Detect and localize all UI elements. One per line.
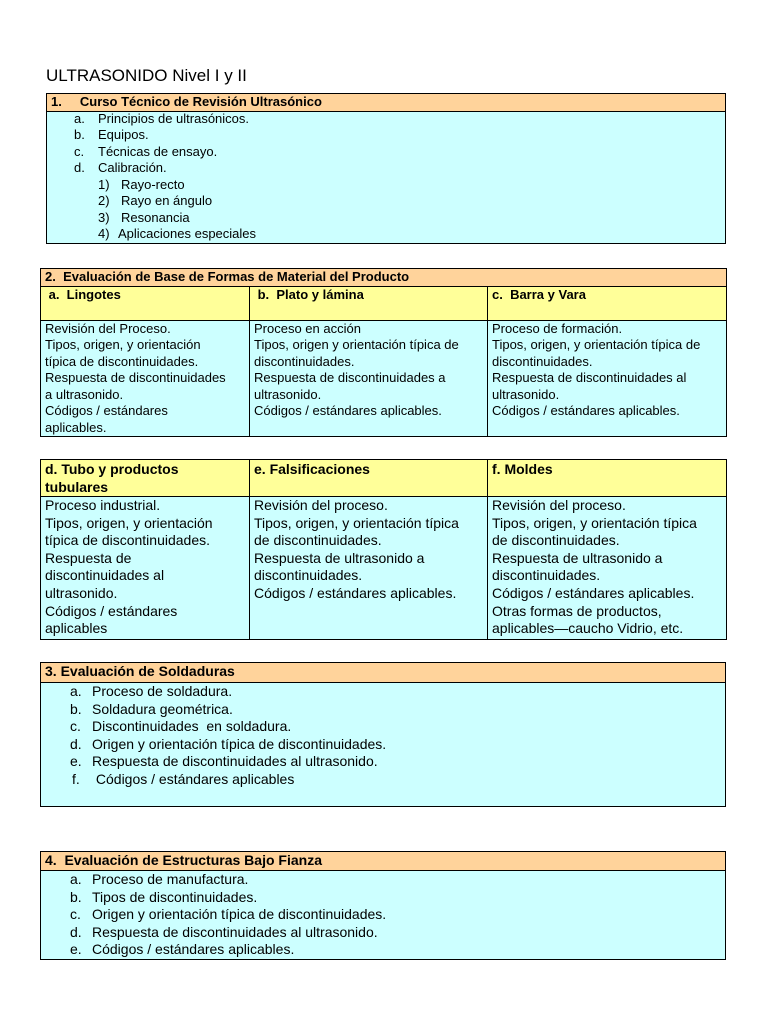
column-body-barra: Proceso de formación. Tipos, origen, y orientación típica de discontinuidades. Respuesta de discontinuidades al ultrasonido. Códigos / estándares aplicables. [488, 320, 727, 437]
section-1-table [46, 93, 726, 244]
column-body-moldes: Revisión del proceso. Tipos, origen, y orientación típica de discontinuidades. Respuesta de ultrasonido a discontinuidades. Códigos / estándares aplicables. Otras formas de productos, aplicables—caucho Vidrio, etc. [488, 497, 727, 640]
sub-list-item: 1) Rayo-recto [98, 176, 185, 192]
section-3-list [41, 683, 725, 789]
list-item: b. Tipos de discontinuidades. [70, 888, 258, 905]
list-item: d. Origen y orientación típica de discontinuidades. [70, 735, 387, 752]
column-header-moldes: f. Moldes [488, 460, 727, 497]
column-header-falsificaciones: e. Falsificaciones [250, 460, 488, 497]
list-item: c. Técnicas de ensayo. [74, 143, 218, 159]
list-item: f. Códigos / estándares aplicables [72, 770, 295, 787]
section-4-table [40, 851, 726, 960]
column-body-falsificaciones: Revisión del proceso. Tipos, origen, y orientación típica de discontinuidades. Respuesta de ultrasonido a discontinuidades. Códigos / estándares aplicables. [250, 497, 488, 640]
list-item: c. Discontinuidades en soldadura. [70, 718, 292, 735]
document-title: ULTRASONIDO Nivel I y II [46, 66, 247, 85]
list-item: a. Proceso de manufactura. [70, 871, 249, 887]
column-header-tubo: d. Tubo y productos tubulares [41, 460, 250, 497]
list-item: b. Equipos. [74, 127, 149, 142]
list-item: b. Soldadura geométrica. [70, 700, 233, 717]
column-header-lingotes: a. Lingotes [41, 286, 250, 320]
section-1-header: 1. Curso Técnico de Revisión Ultrasónico [47, 94, 726, 112]
sub-list-item: 2) Rayo en ángulo [98, 193, 213, 208]
sub-list-item: 3) Resonancia [98, 209, 190, 225]
section-2-header: 2. Evaluación de Base de Formas de Material del Producto [41, 269, 727, 287]
section-1-body [47, 111, 726, 243]
list-item: a. Proceso de soldadura. [70, 683, 233, 699]
column-body-plato: Proceso en acción Tipos, origen y orientación típica de discontinuidades. Respuesta de discontinuidades a ultrasonido. Códigos / estándares aplicables. [250, 320, 488, 437]
column-header-barra: c. Barra y Vara [488, 286, 727, 320]
section-2b-table [40, 459, 727, 640]
list-item: d. Respuesta de discontinuidades al ultrasonido. [70, 923, 378, 940]
section-4-list [41, 871, 725, 959]
list-item: e. Códigos / estándares aplicables. [70, 941, 295, 958]
list-item: a. Principios de ultrasónicos. [74, 110, 250, 126]
section-1-list [47, 111, 725, 243]
section-3-body [41, 683, 726, 807]
section-3-table [40, 662, 726, 807]
sub-list-item: 4) Aplicaciones especiales [98, 226, 257, 241]
section-4-body [41, 871, 726, 960]
section-2-table [40, 268, 727, 437]
column-header-plato: b. Plato y lámina [250, 286, 488, 320]
section-4-header: 4. Evaluación de Estructuras Bajo Fianza [41, 852, 726, 871]
section-3-header: 3. Evaluación de Soldaduras [41, 663, 726, 683]
list-item: e. Respuesta de discontinuidades al ultrasonido. [70, 753, 378, 770]
column-body-lingotes: Revisión del Proceso. Tipos, origen, y orientación típica de discontinuidades. Respuesta de discontinuidades a ultrasonido. Códigos / estándares aplicables. [41, 320, 250, 437]
list-item: c. Origen y orientación típica de discontinuidades. [70, 906, 387, 923]
column-body-tubo: Proceso industrial. Tipos, origen, y orientación típica de discontinuidades. Respuesta de discontinuidades al ultrasonido. Códigos / estándares aplicables [41, 497, 250, 640]
list-item: d. Calibración. [74, 160, 167, 175]
